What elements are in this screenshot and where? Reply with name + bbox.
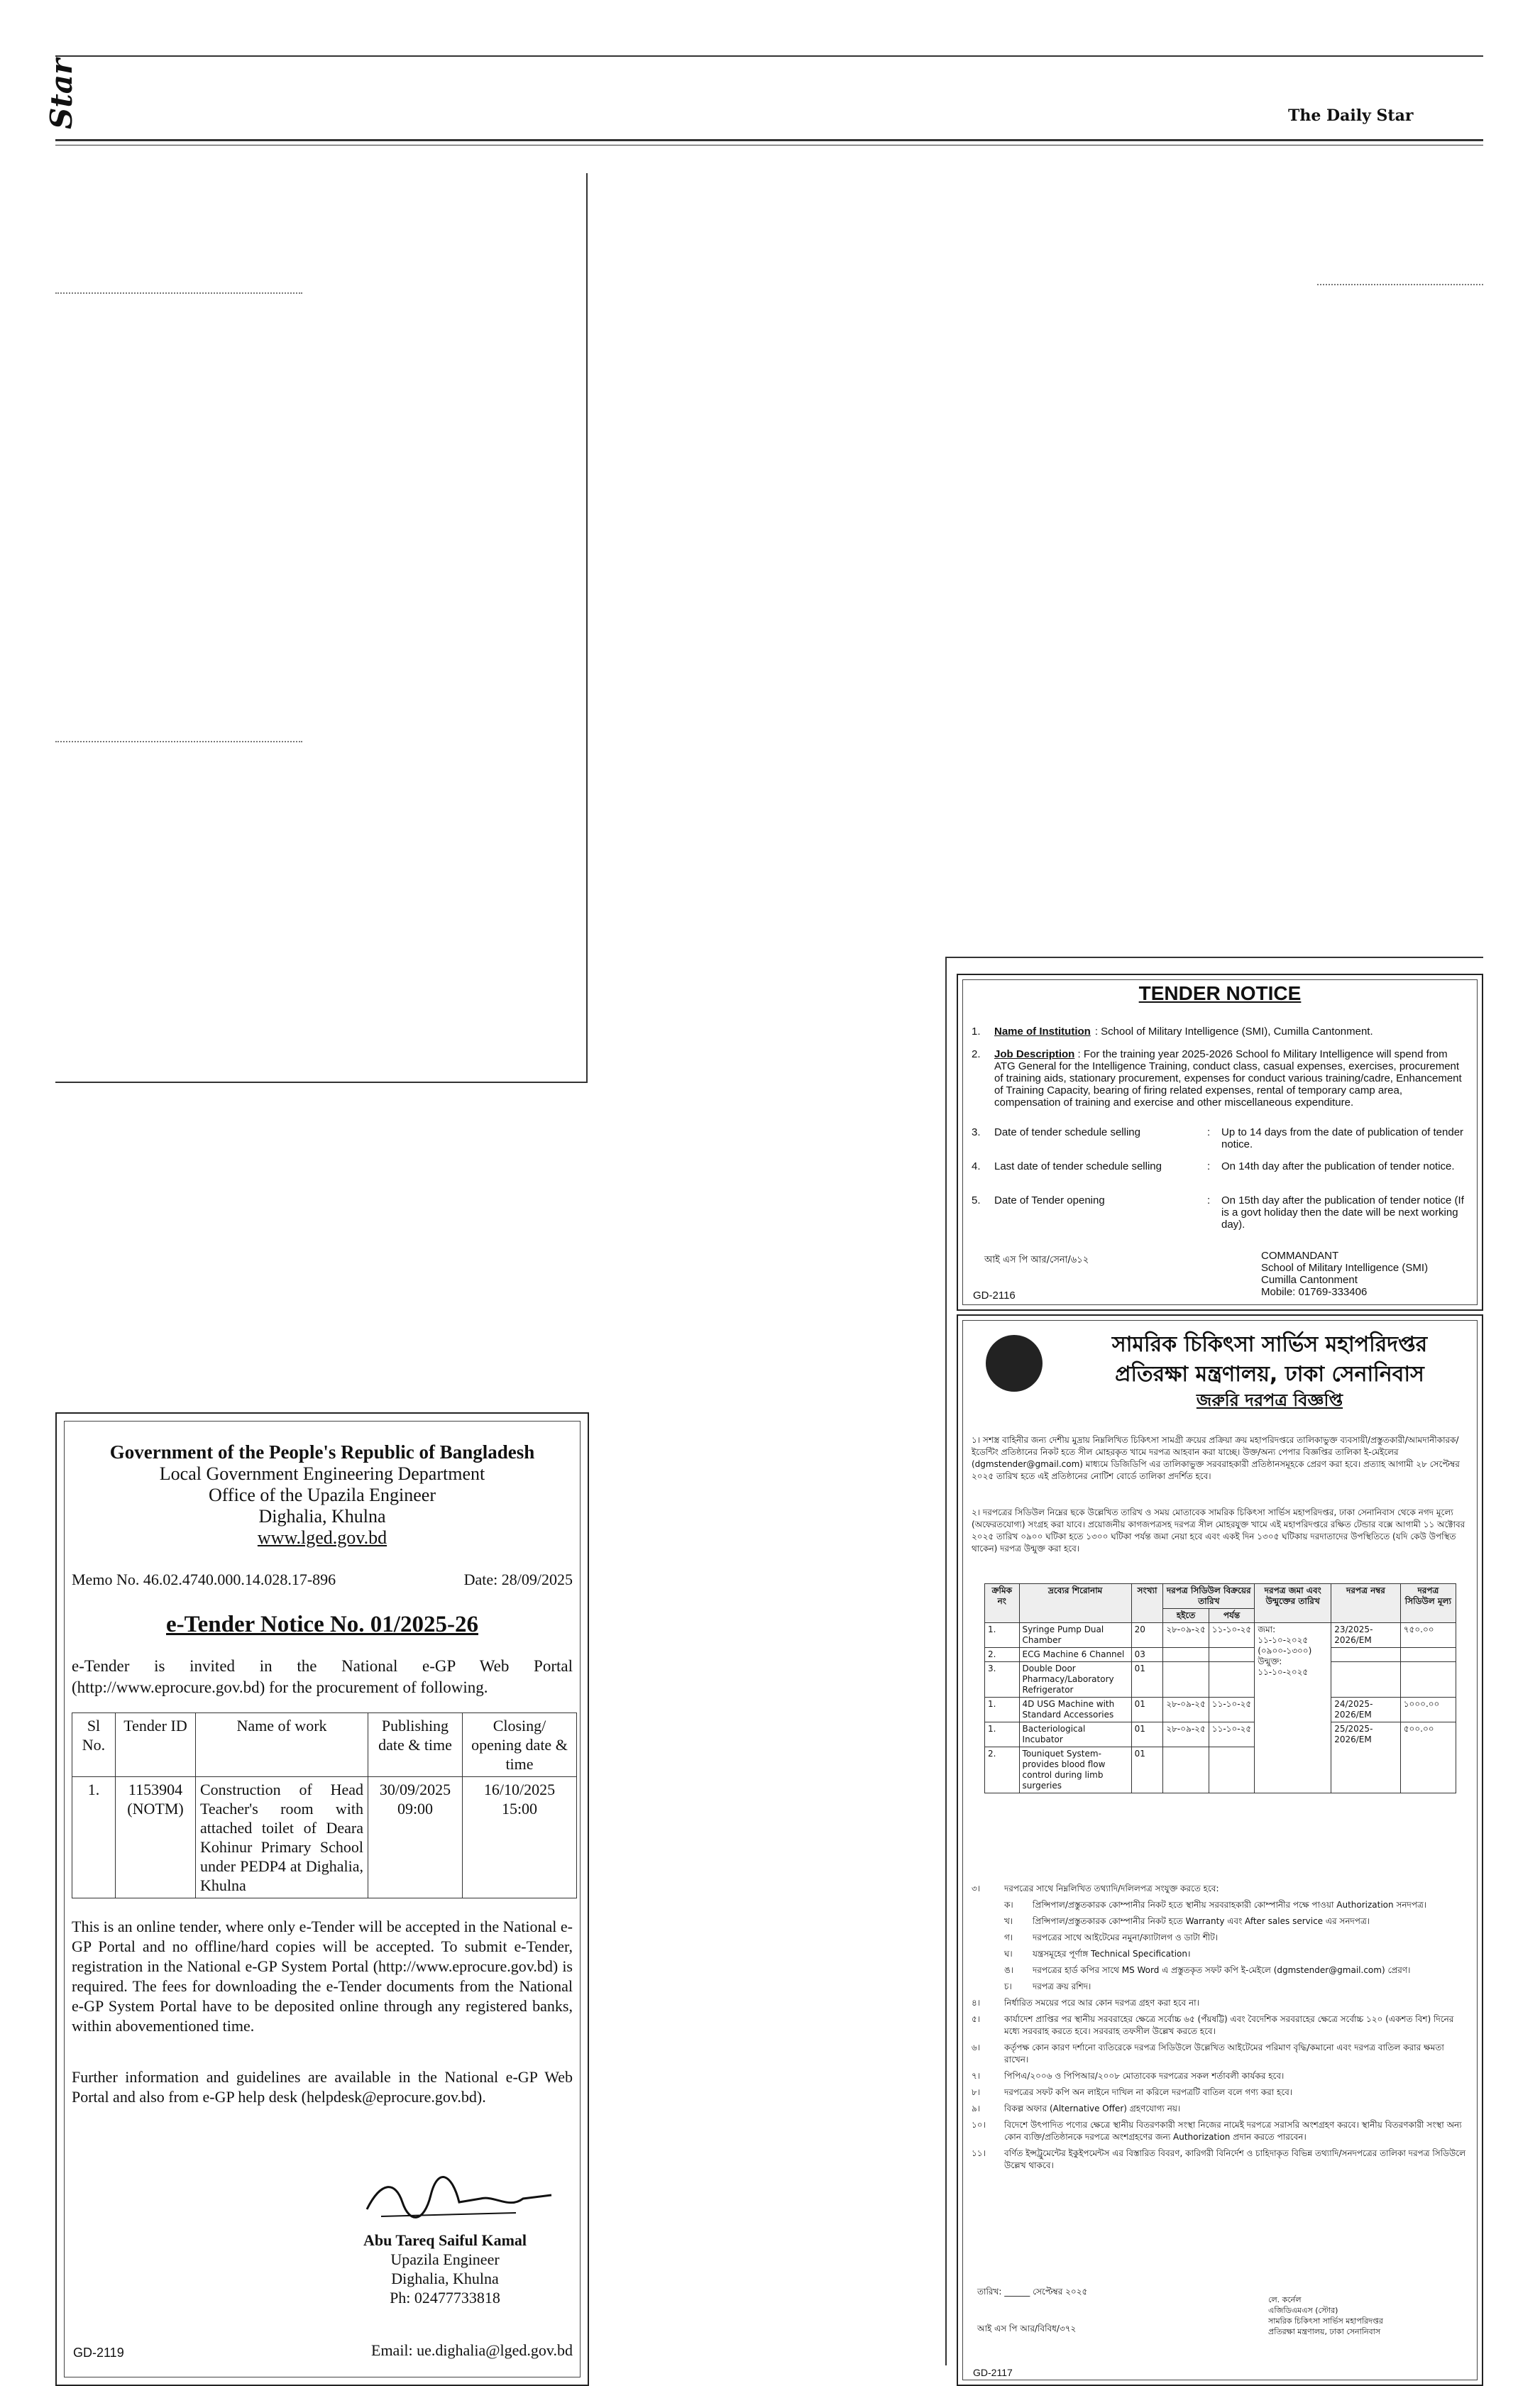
list-item-number: ক। (1004, 1900, 1013, 1910)
smi-item-label: Name of Institution (994, 1026, 1091, 1038)
department-name: Local Government Engineering Department (159, 1463, 485, 1484)
signer-name: Abu Tareq Saiful Kamal (363, 2231, 527, 2249)
smi-item-3: 3. Date of tender schedule selling : Up to 14 days from the date of publication of tender notice. (972, 1126, 1464, 1150)
list-item (972, 1997, 1468, 2009)
smi-title: TENDER NOTICE (1138, 982, 1302, 1004)
dgms-paragraph-1: ১। সশস্ত্র বাহিনীর জন্য দেশীয় মুদ্রায় নিম্নলিখিত চিকিৎসা সামগ্রী ক্রয়ের প্রক্রিয়া ক্রয় মহাপরিদপ্তরে তালিকাভুক্ত ব্যবসায়ী/প্রস্তুতকারী/আমদানীকারক/ইডেন্টিং প্রতিষ্ঠানের নিকট হতে সীল মোহরকৃত খামে দরপত্র আহবান করা যাচ্ছে। উক্ত/অন্য পেপার বিজ্ঞপ্তির তালিকা ই-মেইলের (dgmstender@gmail.com) মাধ্যমে ডিজিডিপি এর তালিকাভুক্ত সরবরাহকারী প্রতিষ্ঠানসমূহকে প্রেরণ করা হবে। প্রত্যাহ আগামী ২৮ সেপ্টেম্বর ২০২৫ তারিখ হতে এই প্রতিষ্ঠানের নোটিশ বোর্ডে তালিকা প্রদর্শিত হবে। (972, 1435, 1460, 1481)
col-closing: Closing/ opening date & time (463, 1713, 577, 1777)
notice-government-heading: Government of the People's Republic of Bangladesh (109, 1441, 535, 1463)
left-column-right-border (586, 173, 588, 1083)
col-publishing: Publishing date & time (368, 1713, 463, 1777)
dgms-conditions-list (972, 1883, 1468, 2176)
star-logo: Star (44, 58, 79, 129)
list-item (972, 2103, 1468, 2115)
list-item (972, 1981, 1468, 1993)
list-item-text: দরপত্রের সাথে আইটেমের নমুনা/ক্যাটালগ ও ডাটা শীট। (1033, 1933, 1219, 1942)
list-item-number: ঙ। (1004, 1965, 1014, 1975)
office-name: Office of the Upazila Engineer (208, 1485, 436, 1505)
list-item-text: প্রিন্সিপাল/প্রস্তুতকারক কোম্পানীর নিকট হতে স্থানীয় সরবরাহকারী কোম্পানীর পক্ষে পাওয়া Authorization সনদপত্র। (1033, 1900, 1427, 1910)
dotted-divider-2 (55, 741, 302, 742)
list-item-text: দরপত্রের সাথে নিম্নলিখিত তথ্যাদি/দলিলপত্র সংযুক্ত করতে হবে: (1004, 1884, 1219, 1893)
dgms-gd-code: GD-2117 (973, 2367, 1013, 2378)
table-row: 2. ECG Machine 6 Channel 03 (985, 1648, 1456, 1662)
list-item-text: বিকল্প অফার (Alternative Offer) গ্রহণযোগ্য নয়। (1004, 2104, 1181, 2113)
list-item (972, 1883, 1468, 1895)
smi-item-4: 4. Last date of tender schedule selling : On 14th day after the publication of tender notice. (972, 1160, 1455, 1172)
smi-gd-code: GD-2116 (973, 1290, 1016, 1302)
gd-code: GD-2119 (73, 2346, 124, 2360)
smi-item-5: 5. Date of Tender opening : On 15th day after the publication of tender notice (If is a govt holiday then the date will be next working day). (972, 1194, 1464, 1231)
list-item-number: ৬। (972, 2043, 981, 2052)
cell-publishing: 30/09/2025 09:00 (368, 1777, 463, 1898)
list-item-number: ১০। (972, 2120, 986, 2130)
cell-sl: 1. (72, 1777, 116, 1898)
list-item (972, 1915, 1468, 1928)
list-item (972, 2119, 1468, 2143)
list-item (972, 2013, 1468, 2038)
table-row: 1. Bacteriological Incubator 01 ২৮-০৯-২৫ ১১-১০-২৫ 25/2025-2026/EM ৫০০.০০ (985, 1722, 1456, 1747)
list-item-text: দরপত্রের হার্ড কপির সাথে MS Word এ প্রস্তুতকৃত সফট কপি ই-মেইলে (dgmstender@gmail.com) প্রেরণ। (1033, 1965, 1411, 1975)
smi-item-label: Job Description (994, 1048, 1075, 1060)
table-row: 3. Double Door Pharmacy/Laboratory Refrigerator 01 (985, 1662, 1456, 1698)
list-item-number: ৫। (972, 2014, 981, 2024)
daily-star-logo: The Daily Star (1288, 106, 1414, 125)
list-item (972, 1932, 1468, 1944)
list-item-text: প্রিন্সিপাল/প্রস্তুতকারক কোম্পানীর নিকট হতে Warranty এবং After sales service এর সনদপত্র। (1033, 1916, 1370, 1926)
cell-closing: 16/10/2025 15:00 (463, 1777, 577, 1898)
lged-tender-notice (55, 1412, 589, 2386)
list-item-text: পিপিএ/২০০৬ ও পিপিআর/২০০৮ মোতাবেক দরপত্রের সকল শর্তাবলী কার্যকর হবে। (1004, 2071, 1285, 2081)
list-item (972, 2087, 1468, 2099)
notice-intro: e-Tender is invited in the National e-GP Web Portal (http://www.eprocure.gov.bd) for the procurement of following. (72, 1657, 573, 1696)
right-ad-left-border (945, 957, 947, 2365)
list-item-text: নির্ধারিত সময়ের পরে আর কোন দরপত্র গ্রহণ করা হবে না। (1004, 1998, 1199, 2008)
dgms-ref: আই এস পি আর/বিবিধ/৩৭২ (977, 2324, 1077, 2333)
table-row: 2. Touniquet System-provides blood flow control during limb surgeries 01 (985, 1747, 1456, 1793)
col-tender-id: Tender ID (116, 1713, 196, 1777)
list-item (972, 1964, 1468, 1977)
list-item-number: ৪। (972, 1998, 981, 2008)
list-item-text: দরপত্রের সফট কপি অন লাইনে দাখিল না করিলে দরপত্রটি বাতিল বলে গণ্য করা হবে। (1004, 2087, 1293, 2097)
dgms-paragraph-2: ২। দরপত্রের সিডিউল নিম্নের ছকে উল্লেখিত তারিখ ও সময় মোতাবেক সামরিক চিকিৎসা সার্ভিস মহাপরিদপ্তর, ঢাকা সেনানিবাস থেকে নগদ মূল্যে (অফেরতযোগ্য) সংগ্রহ করা যাবে। প্রয়োজনীয় কাগজপত্রসহ দরপত্র সীল মোহরযুক্ত খামে এই মহাপরিদপ্তরে রক্ষিত টেন্ডার বক্সে আগামী ১১ অক্টোবর ২০২৫ তারিখ ০৯০০ ঘটিকা হতে ১৩০০ ঘটিকা পর্যন্ত জমা নেয়া হবে এবং একই দিন ১৩০৫ ঘটিকায় দরদাতাদের উপস্থিতিতে (যদি কেউ উপস্থিত থাকেন) দরপত্র উন্মুক্ত করা হবে। (972, 1507, 1465, 1554)
dgms-date: তারিখ: ______ সেপ্টেম্বর ২০২৫ (977, 2287, 1088, 2297)
list-item-number: ৯। (972, 2104, 981, 2113)
col-sl: Sl No. (72, 1713, 116, 1777)
smi-tender-notice (957, 974, 1483, 1311)
dgms-emblem-icon (986, 1335, 1043, 1392)
list-item (972, 2148, 1468, 2172)
signer-email[interactable]: Email: ue.dighalia@lged.gov.bd (371, 2341, 573, 2359)
memo-row (72, 1571, 573, 1589)
dgms-tender-notice (957, 1314, 1483, 2386)
list-item-text: বর্ণিত ইন্সট্রুমেন্টের ইকুইপমেন্টস এর বিস্তারিত বিবরণ, কারিগরী বিনির্দেশ ও চাহিদাকৃত বিভিন্ন তথ্যাদি/সনদপত্রের তালিকা দরপত্র সিডিউলে উল্লেখ থাকবে। (1004, 2148, 1466, 2170)
cell-tender-id: 1153904 (NOTM) (116, 1777, 196, 1898)
list-item-number: ৮। (972, 2087, 981, 2097)
cell-name-of-work: Construction of Head Teacher's room with attached toilet of Deara Kohinur Primary School under PEDP4 at Dighalia, Khulna (196, 1777, 368, 1898)
list-item-number: ঘ। (1004, 1949, 1013, 1959)
tender-table (72, 1712, 577, 1898)
dotted-divider-1 (55, 292, 302, 294)
header-rule-1 (55, 139, 1483, 141)
signer-block (317, 2231, 573, 2307)
list-item-number: ৭। (972, 2071, 981, 2081)
list-item-text: কার্যাদেশ প্রাপ্তির পর স্থানীয় সরবরাহের ক্ষেত্রে সর্বোচ্চ ৬৫ (পঁয়ষট্টি) এবং বৈদেশিক সরবরাহের ক্ষেত্রে সর্বোচ্চ ১২০ (একশত বিশ) দিনের মধ্যে সরবরাহ করতে হবে। সরবরাহ তফসীল উল্লেখ করতে হবে। (1004, 2014, 1454, 2036)
list-item-text: দরপত্র ক্রয় রশিদ। (1033, 1981, 1091, 1991)
list-item (972, 1899, 1468, 1911)
list-item-text: বিদেশে উৎপাদিত পণ্যের ক্ষেত্রে স্থানীয় বিতরণকারী সংস্থা নিজের নামেই দরপত্রে সরাসরি অংশগ্রহণ করবে। স্থানীয় বিতরণকারী সংস্থা অন্য কোন ব্যক্তি/প্রতিষ্ঠানকে দরপত্রে অংশগ্রহণের জন্য Authorization প্রদান করতে পারবেন। (1004, 2120, 1462, 2142)
left-column-bottom-border (55, 1082, 588, 1083)
dotted-divider-3 (1317, 284, 1483, 285)
table-row (72, 1777, 577, 1898)
smi-item-2: 2. Job Description : For the training year 2025-2026 School fo Military Intelligence will spend from ATG General for the Intelligence Training, conduct class, casual expenses, exercises, procurement of training aids, stationary procurement, expenses for conduct various training/cadre, Enhancement of Training Capacity, bearing of firing related expenses, rental of temporary camp area, compensation of training and exercise and other miscellaneous expenditure. (972, 1048, 1462, 1109)
list-item (972, 2042, 1468, 2066)
dgms-title: সামরিক চিকিৎসা সার্ভিস মহাপরিদপ্তর (1111, 1332, 1428, 1357)
signer-phone: Ph: 02477733818 (390, 2289, 500, 2307)
smi-item-1: 1. Name of Institution : School of Military Intelligence (SMI), Cumilla Cantonment. (972, 1026, 1373, 1038)
online-tender-paragraph: This is an online tender, where only e-Tender will be accepted in the National e-GP Portal and no offline/hard copies will be accepted. To submit e-Tender, registration in the National e-GP System Portal (http://www.eprocure.gov.bd) is required. The fees for downloading the e-Tender documents from the National e-GP System Portal have to be deposited online through any registered banks, within abovementioned time. (72, 1918, 573, 2035)
signer-place: Dighalia, Khulna (391, 2270, 499, 2287)
dgms-ministry: প্রতিরক্ষা মন্ত্রণালয়, ঢাকা সেনানিবাস (1115, 1362, 1424, 1387)
further-info-paragraph: Further information and guidelines are available in the National e-GP Web Portal and also from e-GP help desk (helpdesk@eprocure.gov.bd). (72, 2068, 573, 2106)
memo-date: Date: 28/09/2025 (463, 1571, 573, 1588)
website-link[interactable]: www.lged.gov.bd (257, 1527, 387, 1548)
list-item-number: গ। (1004, 1933, 1013, 1942)
list-item-text: যন্ত্রসমূহের পূর্ণাঙ্গ Technical Specification। (1033, 1949, 1191, 1959)
signature-image (339, 2167, 566, 2231)
notice-title: e-Tender Notice No. 01/2025-26 (166, 1612, 478, 1637)
list-item-number: ৩। (972, 1884, 981, 1893)
memo-number: Memo No. 46.02.4740.000.14.028.17-896 (72, 1571, 336, 1588)
table-row: 1. Syringe Pump Dual Chamber 20 ২৮-০৯-২৫ ১১-১০-২৫ জমা: ১১-১০-২০২৫ (০৯০০-১৩০০) উন্মুক্ত: ১১-১০-২০২৫ 23/2025-2026/EM ৭৫০.০০ (985, 1623, 1456, 1648)
dgms-items-table: ক্রমিক নং দ্রব্যের শিরোনাম সংখ্যা দরপত্র সিডিউল বিক্রয়ের তারিখ দরপত্র জমা এবং উন্মুক্তের তারিখ দরপত্র নম্বর দরপত্র সিডিউল মূল্য হইতে পর্যন্ত 1. Syringe Pump Dual Chamber 20 ২৮-০৯-২৫ ১১-১০-২৫ জমা: ১১-১০-২০২৫ (০৯০০-১৩০০) উন্মুক্ত: ১১-১০-২০২৫ 23/2025-2026/EM ৭৫০.০০ 2. ECG Machine 6 Channel 03 3. Double Door Pharmacy/Laboratory Refrigerator 01 1. 4D USG Machine with Standard Accessories 01 ২৮-০৯-২৫ ১১-১০-২৫ 24/2025-2026/EM ১০০০.০০ 1. Bacteriological Incubator 01 ২৮-০৯-২৫ ১১-১০-২৫ 25/2025-2026/EM ৫০০.০০ 2. Touniquet System-provides blood flow control during limb surgeries 01 (984, 1583, 1456, 1793)
smi-signer-block: COMMANDANT School of Military Intelligence (SMI) Cumilla Cantonment Mobile: 01769-333406 (1261, 1250, 1429, 1298)
dgms-signer-block: লে. কর্নেল এজিডিএমএস (স্টোর) সামরিক চিকিৎসা সার্ভিস মহাপরিদপ্তর প্রতিরক্ষা মন্ত্রণালয়, ঢাকা সেনানিবাস (1268, 2295, 1383, 2336)
list-item-text: কর্তৃপক্ষ কোন কারণ দর্শানো ব্যতিরেকে দরপত্র সিডিউলে উল্লেখিত আইটেমের পরিমাণ বৃদ্ধি/কমানো এবং দরপত্র বাতিল করার ক্ষমতা রাখেন। (1004, 2043, 1444, 2065)
list-item (972, 1948, 1468, 1960)
list-item-number: ১১। (972, 2148, 986, 2158)
dgms-notice-title: জরুরি দরপত্র বিজ্ঞপ্তি (1196, 1390, 1343, 1410)
smi-ref: আই এস পি আর/সেনা/৬১২ (984, 1255, 1089, 1265)
list-item-number: চ। (1004, 1981, 1012, 1991)
list-item (972, 2070, 1468, 2082)
list-item-number: খ। (1004, 1916, 1013, 1926)
signer-title: Upazila Engineer (390, 2250, 500, 2268)
col-name-of-work: Name of work (196, 1713, 368, 1777)
top-rule (55, 55, 1483, 57)
table-row: 1. 4D USG Machine with Standard Accessories 01 ২৮-০৯-২৫ ১১-১০-২৫ 24/2025-2026/EM ১০০০.০০ (985, 1698, 1456, 1722)
office-location: Dighalia, Khulna (258, 1506, 386, 1527)
right-ad-top-border (945, 957, 1483, 958)
